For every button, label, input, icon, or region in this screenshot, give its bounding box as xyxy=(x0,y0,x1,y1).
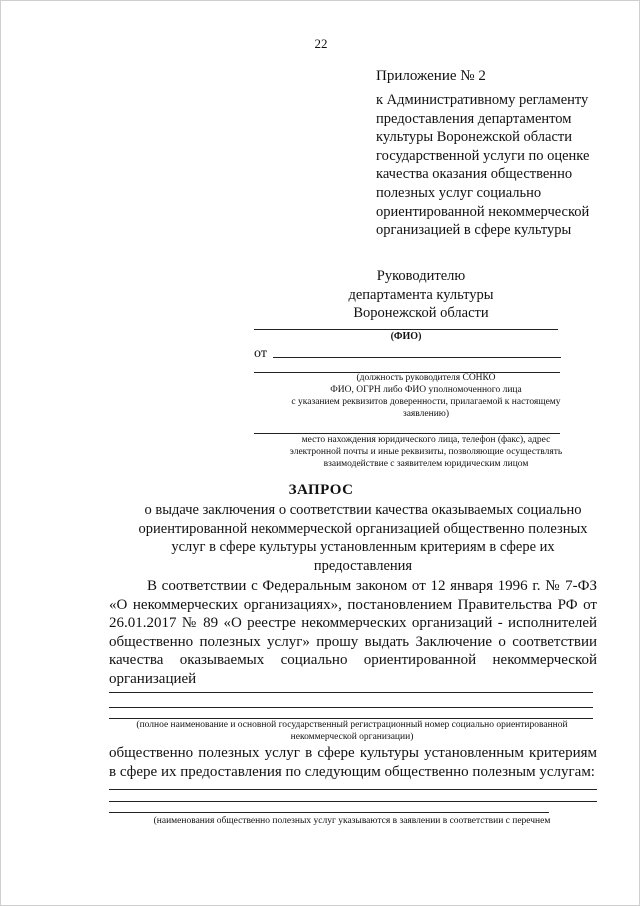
position-hint-line: с указанием реквизитов доверенности, прилагаемой к настоящему xyxy=(291,397,561,407)
request-subtitle xyxy=(113,501,613,575)
position-hint-line: заявлению) xyxy=(402,409,450,419)
annex-description xyxy=(376,91,616,240)
position-hint xyxy=(263,372,589,420)
services-paragraph: общественно полезных услуг в сфере культуры установленным критериям в сфере их предоставления по следующим общественно полезным услугам: xyxy=(109,745,597,780)
annex-line: предоставления департаментом xyxy=(376,110,572,127)
annex-line: ориентированной некоммерческой xyxy=(376,203,590,220)
addressee-line: департамента культуры xyxy=(348,286,494,303)
services-fill-line xyxy=(109,812,549,813)
position-hint-line: ФИО, ОГРН либо ФИО уполномоченного лица xyxy=(330,385,522,395)
addressee-block xyxy=(301,267,541,323)
addressee-line: Руководителю xyxy=(376,268,466,284)
page-number: 22 xyxy=(314,36,328,51)
fio-fill-line xyxy=(254,329,558,330)
location-hint xyxy=(263,434,589,470)
services-hint: (наименования общественно полезных услуг указываются в заявлении в соответствии с перечнем xyxy=(153,816,551,826)
org-hint-line: (полное наименование и основной государственный регистрационный номер социально ориентированной xyxy=(136,720,568,730)
org-hint-line: некоммерческой организации) xyxy=(290,732,414,742)
annex-line: качества оказания общественно xyxy=(376,166,573,183)
annex-line: государственной услуги по оценке xyxy=(376,147,590,164)
request-paragraph-text: В соответствии с Федеральным законом от 12 января 1996 г. № 7-ФЗ «О некоммерческих организациях», постановлением Правительства РФ от 26.01.2017 № 89 «О реестре некоммерческих организаций - исполнителей общественно полезных услуг» прошу выдать Заключение о соответствии качества оказываемых социально ориентированной некоммерческой организацией xyxy=(109,578,597,687)
request-subtitle-line: о выдаче заключения о соответствии качества оказываемых социально xyxy=(144,502,582,518)
request-title: ЗАПРОС xyxy=(288,482,354,498)
fio-hint: (ФИО) xyxy=(390,331,422,342)
request-subtitle-line: услуг в сфере культуры установленным критериям в сфере их xyxy=(171,539,555,555)
request-subtitle-line: предоставления xyxy=(313,557,413,574)
annex-line: к Административному регламенту xyxy=(376,92,589,108)
location-hint-line: электронной почты и иные реквизиты, позволяющие осуществлять xyxy=(289,447,563,457)
request-paragraph xyxy=(109,577,597,689)
services-fill-line xyxy=(109,789,597,790)
annex-line: культуры Воронежской области xyxy=(376,129,572,146)
org-fill-line xyxy=(109,692,593,693)
location-hint-line: место нахождения юридического лица, телефон (факс), адрес xyxy=(301,435,551,445)
org-fill-line xyxy=(109,707,593,708)
services-fill-line xyxy=(109,801,597,802)
location-hint-line: взаимодействие с заявителем юридическим лицом xyxy=(323,459,529,469)
request-subtitle-line: ориентированной некоммерческой организацией общественно полезных xyxy=(138,520,588,537)
from-label: от xyxy=(254,346,267,361)
annex-line: полезных услуг социально xyxy=(376,184,542,201)
position-hint-line: (должность руководителя СОНКО xyxy=(356,373,496,383)
addressee-line: Воронежской области xyxy=(353,305,489,321)
annex-line: организацией в сфере культуры xyxy=(376,222,572,239)
org-hint xyxy=(105,719,599,743)
annex-title: Приложение № 2 xyxy=(376,68,486,84)
from-fill-line xyxy=(273,357,561,358)
